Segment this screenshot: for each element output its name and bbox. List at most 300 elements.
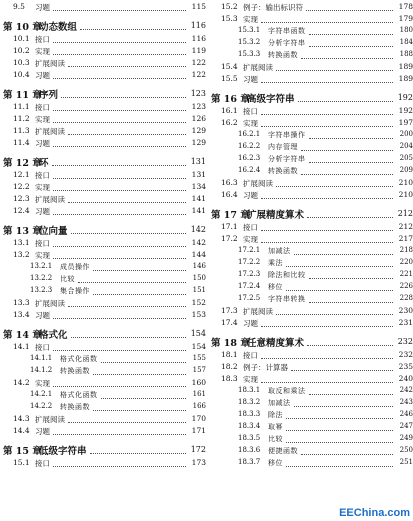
toc-number: 第 17 章 (211, 210, 250, 221)
toc-section-entry (0, 101, 206, 113)
toc-chapter-entry (0, 85, 206, 101)
toc-section-entry (0, 125, 206, 137)
toc-number: 第 15 章 (3, 446, 42, 457)
leader-dots (53, 466, 186, 467)
toc-number: 17.2 (221, 234, 238, 243)
toc-page-number: 226 (399, 282, 413, 290)
toc-page-number: 131 (191, 170, 206, 179)
toc-title: 转换函数 (60, 403, 90, 411)
toc-chapter-entry (208, 333, 413, 349)
toc-number: 第 12 章 (3, 158, 42, 169)
toc-number: 16.1 (221, 106, 238, 115)
leader-dots (68, 202, 186, 203)
toc-title: 字符串操作 (268, 131, 306, 139)
toc-title: 取幂 (268, 423, 283, 431)
leader-dots (53, 178, 186, 179)
toc-page-number: 230 (398, 306, 413, 315)
toc-number: 第 16 章 (211, 94, 250, 105)
toc-title: 例子：输出标识符 (243, 3, 303, 12)
toc-number: 14.2.2 (30, 402, 53, 410)
toc-section-entry (0, 137, 206, 149)
toc-number: 18.1 (221, 350, 238, 359)
toc-title: 转换函数 (268, 51, 298, 59)
toc-number: 15.1 (13, 458, 30, 467)
toc-title: 格式化函数 (60, 391, 98, 399)
toc-title: 除法和比较 (268, 271, 306, 279)
toc-section-entry (0, 1, 206, 13)
toc-page-number: 249 (399, 434, 413, 442)
toc-page-number: 232 (398, 350, 413, 359)
toc-page-number: 200 (399, 130, 413, 138)
toc-title: 接口 (243, 107, 258, 116)
toc-number: 18.3.7 (238, 458, 261, 466)
toc-page-number: 122 (191, 58, 206, 67)
toc-number: 第 14 章 (3, 330, 42, 341)
toc-page-number: 153 (191, 310, 206, 319)
toc-page-number: 116 (190, 21, 206, 30)
toc-chapter-entry (208, 205, 413, 221)
toc-title: 实现 (35, 183, 50, 192)
toc-page-number: 192 (397, 93, 413, 102)
toc-subsection-entry (0, 365, 206, 377)
toc-page-number: 119 (191, 46, 206, 55)
toc-page-number: 247 (399, 422, 413, 430)
toc-number: 18.3.3 (238, 410, 261, 418)
toc-title: 扩展阅读 (35, 195, 65, 204)
leader-dots (286, 466, 393, 467)
toc-title: 习题 (35, 427, 50, 436)
toc-section-entry (208, 317, 413, 329)
toc-page-number: 151 (192, 286, 206, 294)
toc-title: 习题 (243, 191, 258, 200)
toc-number: 14.1.1 (30, 354, 53, 362)
toc-title: 接口 (243, 223, 258, 232)
toc-page-number: 161 (192, 390, 206, 398)
toc-title: 格式化 (39, 330, 68, 341)
leader-dots (53, 434, 186, 435)
leader-dots (309, 162, 393, 163)
leader-dots (309, 394, 393, 395)
toc-title: 接口 (35, 35, 50, 44)
toc-page-number: 189 (398, 74, 413, 83)
toc-title: 成员操作 (60, 263, 90, 271)
toc-title: 实现 (243, 375, 258, 384)
toc-chapter-entry (0, 441, 206, 457)
toc-title: 移位 (268, 283, 283, 291)
toc-section-entry (0, 309, 206, 321)
toc-number: 17.2.2 (238, 258, 261, 266)
toc-page-number: 160 (191, 378, 206, 387)
toc-subsection-entry (208, 421, 413, 433)
leader-dots (294, 406, 393, 407)
toc-page-number: 231 (398, 318, 413, 327)
toc-page-number: 235 (398, 362, 413, 371)
toc-section-entry (208, 233, 413, 245)
leader-dots (93, 374, 186, 375)
toc-page-number: 131 (190, 157, 206, 166)
toc-title: 扩展阅读 (35, 299, 65, 308)
toc-number: 15.3.2 (238, 38, 261, 46)
toc-title: 扩展阅读 (243, 179, 273, 188)
toc-number: 11.2 (13, 114, 30, 123)
leader-dots (261, 22, 393, 23)
toc-page-number: 152 (191, 298, 206, 307)
toc-page-number: 116 (191, 34, 206, 43)
leader-dots (309, 138, 393, 139)
toc-number: 14.2 (13, 378, 30, 387)
toc-section-entry (208, 73, 413, 85)
toc-chapter-entry (0, 325, 206, 341)
watermark: EEChina.com (339, 507, 410, 519)
toc-page-number: 197 (398, 118, 413, 127)
toc-number: 16.2 (221, 118, 238, 127)
toc-title: 习题 (243, 75, 258, 84)
toc-section-entry (208, 177, 413, 189)
toc-number: 15.4 (221, 62, 238, 71)
toc-title: 接口 (35, 343, 50, 352)
toc-page-number: 212 (397, 209, 413, 218)
toc-title: 高级字符串 (247, 94, 295, 105)
leader-dots (261, 230, 393, 231)
leader-dots (93, 410, 186, 411)
toc-section-entry (208, 1, 413, 13)
toc-page-number: 122 (191, 70, 206, 79)
toc-section-entry (0, 457, 206, 469)
leader-dots (71, 337, 186, 338)
toc-page-number: 232 (397, 337, 413, 346)
toc-section-entry (208, 349, 413, 361)
toc-title: 扩展阅读 (243, 63, 273, 72)
toc-subsection-entry (0, 401, 206, 413)
toc-subsection-entry (208, 245, 413, 257)
leader-dots (261, 382, 393, 383)
toc-title: 比较 (268, 435, 283, 443)
toc-subsection-entry (208, 409, 413, 421)
toc-number: 18.3.2 (238, 398, 261, 406)
leader-dots (101, 362, 186, 363)
toc-number: 10.2 (13, 46, 30, 55)
leader-dots (90, 453, 186, 454)
toc-page-number: 155 (192, 354, 206, 362)
leader-dots (53, 190, 186, 191)
leader-dots (261, 198, 393, 199)
toc-page-number: 154 (191, 342, 206, 351)
toc-page-number: 243 (399, 398, 413, 406)
toc-section-entry (0, 69, 206, 81)
toc-title: 习题 (35, 311, 50, 320)
toc-title: 扩展阅读 (35, 127, 65, 136)
leader-dots (286, 290, 393, 291)
toc-number: 13.2 (13, 250, 30, 259)
toc-title: 便捷函数 (268, 447, 298, 455)
toc-title: 实现 (243, 235, 258, 244)
toc-section-entry (0, 45, 206, 57)
toc-section-entry (0, 249, 206, 261)
toc-page-number: 141 (191, 194, 206, 203)
toc-number: 17.2.4 (238, 282, 261, 290)
toc-number: 17.2.3 (238, 270, 261, 278)
toc-page-number: 242 (399, 386, 413, 394)
toc-number: 17.2.5 (238, 294, 261, 302)
toc-title: 接口 (243, 351, 258, 360)
toc-title: 环 (39, 158, 49, 169)
toc-title: 实现 (35, 47, 50, 56)
toc-number: 15.5 (221, 74, 238, 83)
toc-number: 10.4 (13, 70, 30, 79)
toc-title: 集合操作 (60, 287, 90, 295)
toc-page-number: 210 (398, 190, 413, 199)
leader-dots (53, 146, 186, 147)
toc-page-number: 123 (191, 102, 206, 111)
leader-dots (301, 174, 393, 175)
leader-dots (93, 270, 186, 271)
toc-page-number: 189 (398, 62, 413, 71)
leader-dots (61, 97, 186, 98)
toc-section-entry (0, 377, 206, 389)
toc-subsection-entry (208, 153, 413, 165)
leader-dots (261, 126, 393, 127)
leader-dots (53, 122, 186, 123)
toc-title: 移位 (268, 459, 283, 467)
toc-page-number: 250 (399, 446, 413, 454)
toc-number: 11.1 (13, 102, 30, 111)
toc-page-number: 240 (398, 374, 413, 383)
leader-dots (286, 430, 393, 431)
toc-chapter-entry (0, 17, 206, 33)
toc-page-number: 172 (190, 445, 206, 454)
toc-section-entry (208, 117, 413, 129)
leader-dots (53, 246, 186, 247)
toc-title: 除法 (268, 411, 283, 419)
toc-number: 18.3.4 (238, 422, 261, 430)
toc-page-number: 218 (399, 246, 413, 254)
toc-number: 16.2.4 (238, 166, 261, 174)
toc-page-number: 221 (399, 270, 413, 278)
toc-page-number: 146 (192, 262, 206, 270)
leader-dots (261, 82, 393, 83)
toc-title: 格式化函数 (60, 355, 98, 363)
toc-number: 13.2.2 (30, 274, 53, 282)
toc-number: 14.1.2 (30, 366, 53, 374)
toc-page-number: 192 (398, 106, 413, 115)
toc-page-number: 188 (399, 50, 413, 58)
toc-page-number: 228 (399, 294, 413, 302)
toc-page-number: 150 (192, 274, 206, 282)
toc-subsection-entry (208, 37, 413, 49)
toc-title: 实现 (35, 379, 50, 388)
toc-number: 13.3 (13, 298, 30, 307)
toc-title: 扩展阅读 (35, 415, 65, 424)
leader-dots (276, 70, 393, 71)
toc-number: 16.4 (221, 190, 238, 199)
toc-title: 习题 (35, 207, 50, 216)
toc-title: 序列 (39, 90, 59, 101)
toc-section-entry (0, 169, 206, 181)
toc-number: 15.3.3 (238, 50, 261, 58)
toc-number: 11.4 (13, 138, 30, 147)
toc-title: 取反和乘法 (268, 387, 306, 395)
toc-subsection-entry (0, 273, 206, 285)
toc-section-entry (208, 13, 413, 25)
toc-number: 14.3 (13, 414, 30, 423)
leader-dots (68, 134, 186, 135)
toc-page-number: 180 (399, 26, 413, 34)
toc-number: 12.1 (13, 170, 30, 179)
toc-page-number: 204 (399, 142, 413, 150)
toc-number: 12.4 (13, 206, 30, 215)
leader-dots (261, 358, 393, 359)
toc-page-number: 217 (398, 234, 413, 243)
leader-dots (52, 165, 186, 166)
toc-title: 例子：计算器 (243, 363, 288, 372)
leader-dots (78, 282, 186, 283)
toc-title: 转换函数 (60, 367, 90, 375)
toc-number: 12.3 (13, 194, 30, 203)
toc-section-entry (0, 205, 206, 217)
leader-dots (309, 302, 393, 303)
toc-title: 加减法 (268, 247, 291, 255)
toc-number: 第 18 章 (211, 338, 250, 349)
leader-dots (53, 318, 186, 319)
leader-dots (286, 442, 393, 443)
toc-number: 16.2.3 (238, 154, 261, 162)
toc-title: 字符串转换 (268, 295, 306, 303)
leader-dots (53, 42, 186, 43)
toc-subsection-entry (0, 285, 206, 297)
toc-section-entry (208, 361, 413, 373)
toc-title: 实现 (35, 251, 50, 260)
toc-title: 接口 (35, 171, 50, 180)
toc-number: 16.2.2 (238, 142, 261, 150)
toc-subsection-entry (208, 257, 413, 269)
toc-page-number: 184 (399, 38, 413, 46)
toc-subsection-entry (208, 129, 413, 141)
toc-title: 接口 (35, 239, 50, 248)
toc-section-entry (208, 305, 413, 317)
toc-page-number: 157 (192, 366, 206, 374)
toc-number: 16.3 (221, 178, 238, 187)
toc-page-number: 142 (191, 238, 206, 247)
leader-dots (298, 101, 393, 102)
toc-number: 11.3 (13, 126, 30, 135)
leader-dots (53, 214, 186, 215)
leader-dots (276, 314, 393, 315)
leader-dots (53, 10, 186, 11)
toc-number: 17.3 (221, 306, 238, 315)
toc-number: 第 13 章 (3, 226, 42, 237)
toc-number: 10.3 (13, 58, 30, 67)
toc-title: 扩展阅读 (35, 59, 65, 68)
toc-page-number: 144 (191, 250, 206, 259)
leader-dots (68, 66, 186, 67)
toc-subsection-entry (208, 141, 413, 153)
leader-dots (309, 34, 393, 35)
leader-dots (294, 254, 393, 255)
toc-subsection-entry (208, 397, 413, 409)
toc-title: 实现 (243, 119, 258, 128)
toc-title: 习题 (243, 319, 258, 328)
toc-chapter-entry (208, 89, 413, 105)
toc-title: 接口 (35, 459, 50, 468)
toc-title: 扩展精度算术 (247, 210, 305, 221)
toc-title: 内存管理 (268, 143, 298, 151)
toc-number: 18.3 (221, 374, 238, 383)
toc-number: 10.1 (13, 34, 30, 43)
toc-title: 乘法 (268, 259, 283, 267)
toc-number: 18.3.6 (238, 446, 261, 454)
toc-number: 第 11 章 (3, 90, 42, 101)
toc-section-entry (208, 373, 413, 385)
toc-page-number: 129 (191, 138, 206, 147)
toc-subsection-entry (208, 293, 413, 305)
toc-page-number: 246 (399, 410, 413, 418)
toc-title: 实现 (35, 115, 50, 124)
toc-number: 第 10 章 (3, 22, 42, 33)
toc-chapter-entry (0, 221, 206, 237)
toc-page-number: 251 (399, 458, 413, 466)
leader-dots (53, 54, 186, 55)
toc-title: 任意精度算术 (247, 338, 305, 349)
toc-section-entry (0, 297, 206, 309)
toc-title: 习题 (35, 139, 50, 148)
leader-dots (68, 422, 186, 423)
leader-dots (53, 110, 186, 111)
toc-page-number: 115 (191, 2, 206, 11)
toc-title: 加减法 (268, 399, 291, 407)
toc-page-number: 123 (190, 89, 206, 98)
toc-page-number: 134 (191, 182, 206, 191)
leader-dots (301, 150, 393, 151)
toc-title: 习题 (35, 3, 50, 12)
toc-subsection-entry (208, 445, 413, 457)
toc-subsection-entry (208, 49, 413, 61)
toc-number: 13.2.1 (30, 262, 53, 270)
leader-dots (71, 233, 186, 234)
toc-subsection-entry (208, 385, 413, 397)
toc-section-entry (208, 189, 413, 201)
toc-page-number: 212 (398, 222, 413, 231)
toc-page-number: 173 (191, 458, 206, 467)
toc-subsection-entry (0, 261, 206, 273)
leader-dots (301, 454, 393, 455)
toc-number: 18.2 (221, 362, 238, 371)
toc-chapter-entry (0, 153, 206, 169)
toc-number: 15.2 (221, 2, 238, 11)
toc-number: 15.3.1 (238, 26, 261, 34)
toc-section-entry (208, 221, 413, 233)
toc-title: 动态数组 (39, 22, 78, 33)
toc-section-entry (0, 413, 206, 425)
toc-number: 9.5 (13, 2, 25, 11)
toc-subsection-entry (208, 269, 413, 281)
leader-dots (93, 294, 186, 295)
toc-page-number: 205 (399, 154, 413, 162)
toc-number: 13.4 (13, 310, 30, 319)
toc-number: 13.1 (13, 238, 30, 247)
toc-section-entry (0, 425, 206, 437)
toc-page-number: 171 (191, 426, 206, 435)
toc-section-entry (0, 57, 206, 69)
toc-page-number: 141 (191, 206, 206, 215)
leader-dots (53, 78, 186, 79)
toc-subsection-entry (208, 457, 413, 469)
leader-dots (307, 217, 393, 218)
toc-title: 比较 (60, 275, 75, 283)
toc-title: 分析字符串 (268, 155, 306, 163)
toc-page-number: 126 (191, 114, 206, 123)
toc-title: 低级字符串 (39, 446, 87, 457)
toc-number: 14.4 (13, 426, 30, 435)
